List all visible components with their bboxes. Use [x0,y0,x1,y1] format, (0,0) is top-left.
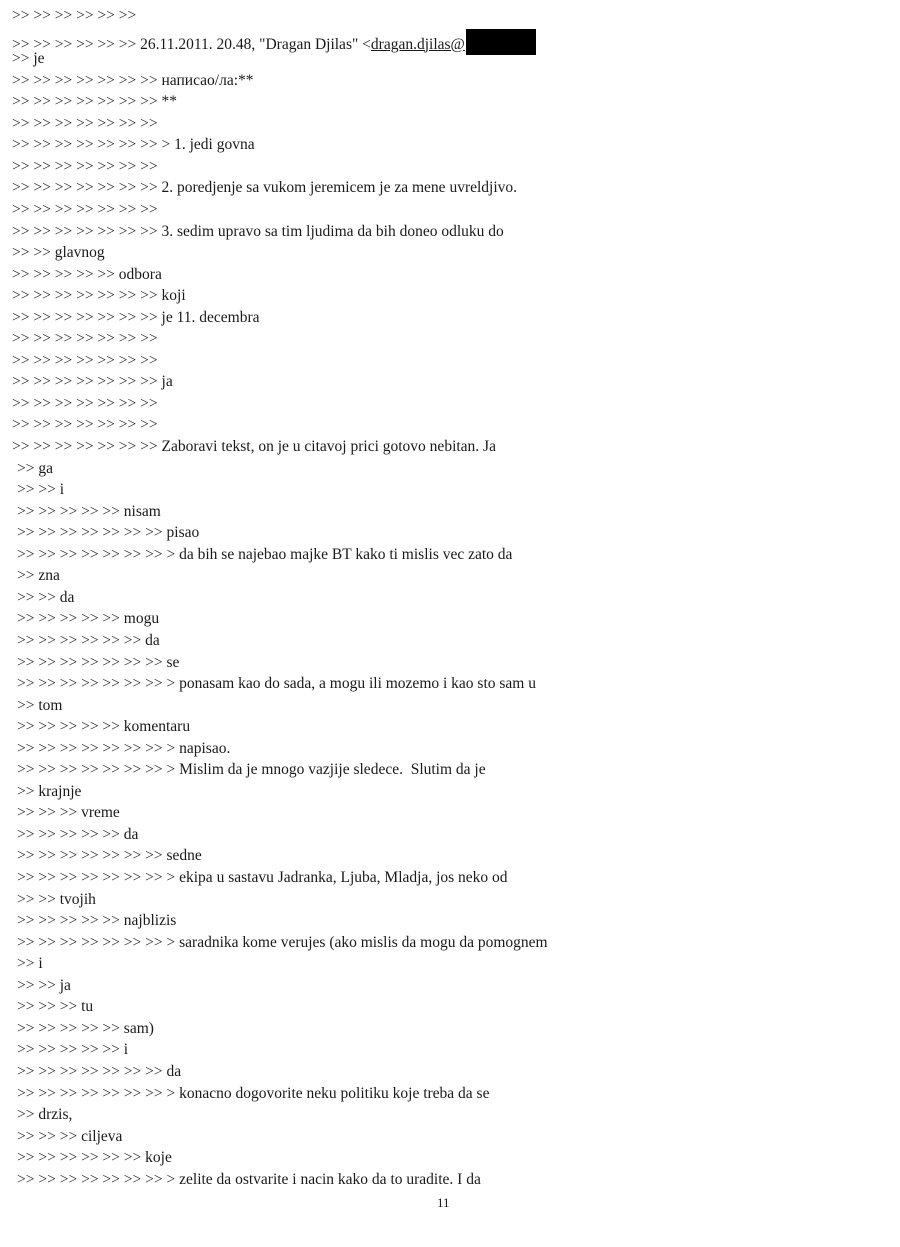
email-line [17,740,230,758]
quote-marker: >> >> >> >> >> >> >> > [17,761,176,779]
quote-marker: >> >> >> >> >> [17,912,120,930]
quote-marker: >> >> >> >> >> [17,610,120,628]
email-line [12,50,45,68]
line-text: mogu [119,610,160,628]
email-line [17,654,179,672]
redaction-box [466,29,536,55]
line-text: drzis, [34,1106,73,1124]
line-text: ekipa u sastavu Jadranka, Ljuba, Mladja, jos neko od [175,869,508,886]
line-text: tom [34,696,63,714]
line-text: ja [157,373,173,391]
line-text: ja [55,976,71,994]
quote-marker: >> >> >> >> >> >> >> [17,1062,163,1080]
quote-marker: >> >> >> >> >> >> >> > [17,1084,176,1102]
line-text: zna [34,567,60,585]
line-text: i [119,1041,129,1059]
quote-marker: >> >> >> >> >> >> >> [12,373,158,391]
email-line [17,589,74,607]
quote-marker: >> [17,696,35,714]
line-text: koje [141,1149,172,1167]
quote-marker: >> >> >> [17,1127,78,1145]
email-line [17,718,190,736]
email-line [12,179,517,197]
line-text: da bih se najebao majke BT kako ti mislis vec zato da [175,545,513,563]
email-line [17,1041,128,1059]
quote-marker: >> >> >> >> >> >> >> > [17,675,176,693]
email-line [12,287,186,305]
email-line [17,761,486,779]
quote-marker: >> >> >> >> >> >> >> > [17,869,176,886]
quote-marker: >> >> >> >> >> >> [17,1149,142,1167]
line-text: saradnika kome verujes (ako mislis da mogu da pomognem [175,933,548,951]
line-text: komentaru [119,718,191,736]
quote-marker: >> >> >> >> >> >> >> [12,394,158,412]
page-number: 11 [437,1195,450,1210]
line-text: 1. jedi govna [170,136,255,154]
quote-marker: >> [17,955,35,973]
line-text: vreme [77,804,120,822]
email-line [12,7,136,25]
quote-marker: >> >> >> >> >> [12,265,115,283]
quote-marker: >> >> [17,588,56,606]
line-text: da [162,1062,182,1080]
quote-marker: >> >> >> >> >> >> >> [12,330,158,348]
quote-marker: >> >> >> >> >> [17,1019,120,1037]
quote-marker: >> >> >> >> >> >> >> [12,438,158,455]
quote-marker: >> [17,1106,35,1124]
line-text: da [119,825,139,843]
line-text: napisao. [175,739,231,757]
quote-marker: >> >> >> >> >> [17,718,120,736]
email-line [17,891,96,909]
line-text: odbora [114,265,162,283]
line-text: glavnog [50,244,105,262]
line-text: i [55,481,65,499]
quote-marker: >> [17,567,35,585]
quote-marker: >> >> >> >> >> >> >> [17,524,163,542]
quote-marker: >> >> [17,481,56,499]
email-line [17,675,536,693]
quote-marker: >> >> >> >> >> >> >> > [17,933,176,951]
quote-marker: >> >> >> >> >> >> >> [12,416,158,434]
quote-marker: >> >> >> >> >> >> >> [12,287,158,305]
email-line [17,869,508,887]
quote-marker: >> [17,459,35,477]
quote-marker: >> >> >> >> >> >> >> [17,653,163,671]
line-text: najblizis [119,912,177,930]
email-line [17,610,159,628]
email-line [12,244,105,262]
email-line [12,330,158,348]
line-text: zelite da ostvarite i nacin kako da to uradite. I da [175,1170,481,1188]
email-line [12,352,158,370]
email-line [17,934,548,952]
email-line [12,158,158,176]
email-line [17,826,138,844]
line-text: Mislim da je mnogo vazjije sledece. Slutim da je [175,761,486,779]
quote-marker: >> >> >> >> >> >> >> > [12,136,171,154]
email-line [17,847,202,865]
quote-marker: >> >> >> >> >> >> [12,7,137,24]
email-line [17,697,62,715]
email-line [12,395,158,413]
line-text: sam) [119,1019,154,1037]
email-line [17,804,120,822]
email-line [12,136,255,154]
line-text: sedne [162,847,202,865]
quote-marker: >> [17,782,35,800]
email-line [17,998,93,1016]
line-text: 3. sedim upravo sa tim ljudima da bih doneo odluku do [157,222,504,240]
quote-marker: >> >> >> >> >> >> >> [12,200,158,218]
email-line [12,373,173,391]
email-line [12,438,496,456]
email-line [12,72,254,90]
quote-marker: >> >> >> >> >> >> >> [12,114,158,132]
line-text: 26.11.2011. 20.48, "Dragan Djilas" < [136,35,371,53]
line-text: ponasam kao do sada, a mogu ili mozemo i kao sto sam u [175,675,536,693]
quote-marker: >> >> >> >> >> >> >> [12,71,158,89]
email-line [17,1128,122,1146]
quote-marker: >> >> >> >> >> >> >> [12,93,158,111]
quote-marker: >> >> >> [17,998,78,1016]
line-text: da [141,631,160,649]
email-line [17,783,81,801]
quote-marker: >> >> >> >> >> >> [17,631,142,649]
quote-marker: >> >> >> >> >> >> >> [17,847,163,865]
line-text: se [162,653,180,671]
email-line [12,416,158,434]
quote-marker: >> >> >> [17,804,78,822]
line-text: 2. poredjenje sa vukom jeremicem je za mene uvreldjivo. [157,179,518,197]
quote-marker: >> >> >> >> >> [17,1041,120,1059]
quote-marker: >> >> [17,976,56,994]
email-line [17,460,53,478]
email-line [17,912,176,930]
quote-marker: >> >> >> >> >> >> >> [12,157,158,175]
line-text: koji [157,287,186,305]
line-text: je 11. decembra [157,308,260,326]
line-text: tvojih [55,890,96,908]
email-line [17,1063,181,1081]
quote-marker: >> >> >> >> >> >> [12,35,137,53]
email-line [17,567,60,585]
email-line [12,266,162,284]
quote-marker: >> >> >> >> >> >> >> > [17,739,176,757]
email-line [17,503,161,521]
email-line [17,481,64,499]
quote-marker: >> >> >> >> >> [17,825,120,843]
email-address-link[interactable]: dragan.djilas@ [370,35,465,53]
quote-marker: >> >> >> >> >> >> >> [12,308,158,326]
line-text: je [29,50,45,68]
email-line [17,1106,72,1124]
quote-marker: >> [12,50,30,68]
email-line [12,309,260,327]
email-line [17,1020,154,1038]
quote-marker: >> >> >> >> >> >> >> [12,179,158,197]
quote-marker: >> >> >> >> >> >> >> [12,351,158,369]
quote-marker: >> >> >> >> >> >> >> > [17,545,176,563]
email-line [12,201,158,219]
line-text: pisao [162,524,200,542]
line-text: da [55,588,75,606]
email-line [17,1149,172,1167]
email-line [17,524,199,542]
email-line [12,29,536,55]
quote-marker: >> >> >> >> >> [17,502,120,520]
email-line [12,115,158,133]
email-line [17,955,43,973]
email-line [17,1085,489,1103]
line-text: ciljeva [77,1127,123,1145]
email-line [17,632,160,650]
email-line [12,223,504,241]
quote-marker: >> >> [17,890,56,908]
quote-marker: >> >> >> >> >> >> >> > [17,1170,176,1188]
email-line [12,93,177,111]
line-text: написао/ла:** [157,71,254,89]
email-line [17,1171,481,1189]
line-text: i [34,955,43,973]
line-text: ga [34,459,53,477]
quote-marker: >> >> [12,244,51,262]
line-text: nisam [119,502,161,520]
line-text: krajnje [34,782,82,800]
line-text: konacno dogovorite neku politiku koje treba da se [175,1084,490,1102]
line-text: Zaboravi tekst, on je u citavoj prici gotovo nebitan. Ja [157,438,496,455]
line-text: ** [157,93,178,111]
email-line [17,546,512,564]
quote-marker: >> >> >> >> >> >> >> [12,222,158,240]
line-text: tu [77,998,94,1016]
email-line [17,977,71,995]
